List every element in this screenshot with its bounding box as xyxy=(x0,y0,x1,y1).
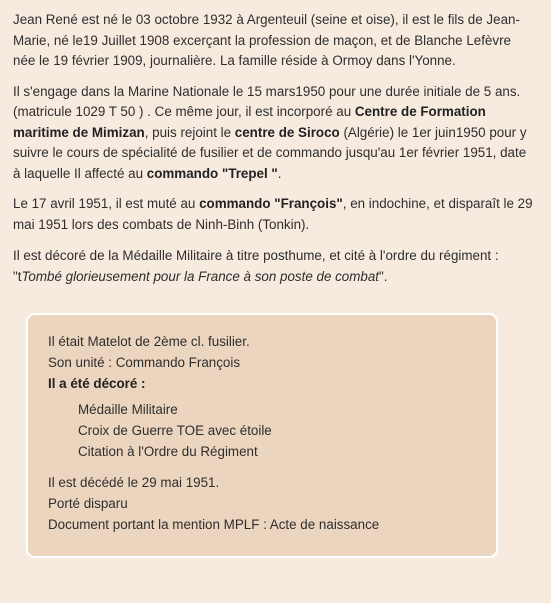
summary-unit: Son unité : Commando François xyxy=(48,355,241,370)
biography-article xyxy=(13,10,535,297)
enlistment-text-2: , puis rejoint le xyxy=(144,124,235,140)
decoration-text-2: ". xyxy=(379,268,388,284)
summary-status: Porté disparu xyxy=(48,496,128,511)
paragraph-transfer xyxy=(13,194,535,235)
enlistment-text-1: Il s'engage dans la Marine Nationale le 15 mars1950 pour une durée initiale de 5 ans.(matricule 1029 T 50 ) . Ce même jour, il est incorporé au xyxy=(13,83,521,119)
paragraph-enlistment xyxy=(13,82,535,185)
commando-francois-name: commando "François" xyxy=(199,196,343,211)
decoration-item: Citation à l'Ordre du Régiment xyxy=(78,444,258,459)
siroco-center-name: centre de Siroco xyxy=(234,124,340,140)
paragraph-birth-text: Jean René est né le 03 octobre 1932 à Argenteuil (seine et oise), il est le fils de Jean-Marie, né le19 Juillet 1908 excerçant la profession de maçon, et de Blanche Lefèvre née le 19 février 1909, journalière. La famille réside à Ormoy dans l'Yonne. xyxy=(13,12,520,68)
enlistment-text-4: . xyxy=(277,165,282,181)
transfer-text-2: , en indochine, et disparaît le 29 mai 1951 lors des combats de Ninh-Binh (Tonkin). xyxy=(13,196,533,232)
paragraph-decoration xyxy=(13,246,535,287)
training-center-name: Centre de Formation maritime de Mimizan xyxy=(13,104,486,140)
commando-trepel-name: commando "Trepel " xyxy=(146,165,278,181)
summary-mention: Document portant la mention MPLF : Acte de naissance xyxy=(48,517,380,532)
paragraph-birth xyxy=(13,10,535,72)
transfer-text-1: Le 17 avril 1951, il est muté au xyxy=(13,196,200,211)
summary-decorated-heading xyxy=(48,374,496,395)
enlistment-text-3: (Algérie) le 1er juin1950 pour y suivre le cours de spécialité de fusilier et de commando jusqu'au 1er février 1951, date à laquelle Il affecté au xyxy=(13,124,527,181)
decoration-item: Médaille Militaire xyxy=(78,402,178,417)
summary-death: Il est décédé le 29 mai 1951. xyxy=(48,475,220,490)
decoration-item: Croix de Guerre TOE avec étoile xyxy=(78,423,272,438)
citation-quote: Tombé glorieusement pour la France à son poste de combat xyxy=(21,268,380,284)
summary-box xyxy=(26,313,498,558)
decoration-text-1: Il est décoré de la Médaille Militaire à titre posthume, et cité à l'ordre du régiment : "t xyxy=(13,248,499,284)
decorated-heading-text: Il a été décoré : xyxy=(48,376,146,391)
summary-rank: Il était Matelot de 2ème cl. fusilier. xyxy=(48,334,250,349)
